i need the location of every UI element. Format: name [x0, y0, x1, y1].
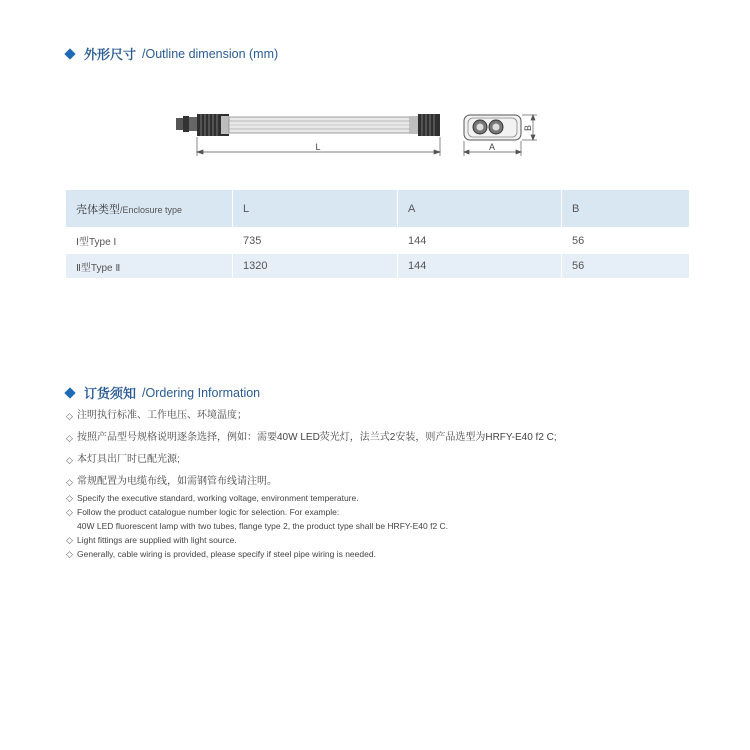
cell-A: 144	[398, 227, 562, 254]
cell-B: 56	[562, 254, 690, 278]
ordering-list-en	[66, 492, 448, 562]
ordering-en-text: 40W LED fluorescent lamp with two tubes, flange type 2, the product type shall be HRFY-E40 f2 C.	[77, 521, 449, 531]
hollow-diamond-icon: ◇	[66, 549, 73, 559]
outline-title-cn: 外形尺寸	[84, 47, 137, 62]
hollow-diamond-icon: ◇	[66, 493, 73, 503]
table-header-row	[66, 190, 690, 227]
outline-title-en: /Outline dimension (mm)	[142, 46, 279, 61]
header-B: B	[562, 190, 690, 227]
hollow-diamond-icon: ◇	[66, 411, 73, 421]
table-row	[66, 227, 690, 254]
lamp-left-connector	[176, 116, 197, 132]
header-enclosure-type	[66, 190, 233, 227]
list-item	[66, 475, 557, 489]
ordering-cn-text: 本灯具出厂时已配光源;	[77, 454, 180, 465]
header-enclosure-type-en: /Enclosure type	[120, 204, 183, 215]
cell-L: 1320	[233, 254, 398, 278]
lamp-tube-body	[229, 117, 410, 133]
header-enclosure-type-cn: 壳体类型	[76, 203, 120, 216]
hollow-diamond-icon: ◇	[66, 433, 73, 443]
section-title-ordering	[66, 383, 260, 402]
cell-type-en: Type Ⅱ	[90, 262, 121, 274]
list-item-continuation	[66, 520, 448, 532]
dimension-label-A: A	[488, 142, 496, 152]
cell-type-en: Type Ⅰ	[88, 237, 117, 248]
ordering-cn-text: 常规配置为电缆布线，如需钢管布线请注明。	[77, 476, 277, 487]
ordering-cn-text: 注明执行标准、工作电压、环境温度；	[77, 410, 247, 421]
hollow-diamond-icon: ◇	[66, 455, 73, 465]
cell-L: 735	[233, 227, 398, 254]
lamp-end-view	[464, 115, 521, 140]
hollow-diamond-icon: ◇	[66, 477, 73, 487]
hollow-diamond-icon: ◇	[66, 507, 73, 517]
ordering-title-en: /Ordering Information	[142, 385, 261, 400]
ordering-cn-text: 按照产品型号规格说明逐条选择，例如：需要40W LED荧光灯，法兰式2安装，则产品选型为HRFY-E40 f2 C;	[77, 432, 557, 443]
cell-type-cn: Ⅱ型	[76, 262, 91, 274]
hollow-diamond-icon: ◇	[66, 535, 73, 545]
ordering-list-cn	[66, 409, 557, 497]
ordering-en-text: Follow the product catalogue number logic for selection. For example:	[77, 507, 340, 517]
dimension-label-B: B	[523, 124, 533, 132]
list-item	[66, 548, 448, 560]
cell-A: 144	[398, 254, 562, 278]
lamp-left-endcap	[197, 114, 229, 136]
list-item	[66, 534, 448, 546]
ordering-en-text: Specify the executive standard, working voltage, environment temperature.	[77, 493, 359, 503]
header-L: L	[233, 190, 398, 227]
header-A: A	[398, 190, 562, 227]
dimension-label-L: L	[315, 142, 321, 152]
list-item	[66, 506, 448, 518]
cell-type	[66, 227, 233, 254]
table-row	[66, 254, 690, 278]
list-item	[66, 453, 557, 467]
cell-B: 56	[562, 227, 690, 254]
ordering-en-text: Light fittings are supplied with light source.	[77, 535, 237, 545]
list-item	[66, 409, 557, 423]
cell-type	[66, 254, 233, 278]
enclosure-spec-table	[66, 190, 690, 278]
list-item	[66, 431, 557, 445]
ordering-en-text: Generally, cable wiring is provided, please specify if steel pipe wiring is needed.	[77, 549, 376, 559]
list-item	[66, 492, 448, 504]
lamp-right-endcap	[410, 114, 440, 136]
diamond-bullet-icon	[64, 387, 75, 398]
cell-type-cn: Ⅰ型	[76, 237, 89, 248]
outline-drawing	[0, 0, 750, 170]
ordering-title-cn: 订货须知	[84, 386, 137, 401]
